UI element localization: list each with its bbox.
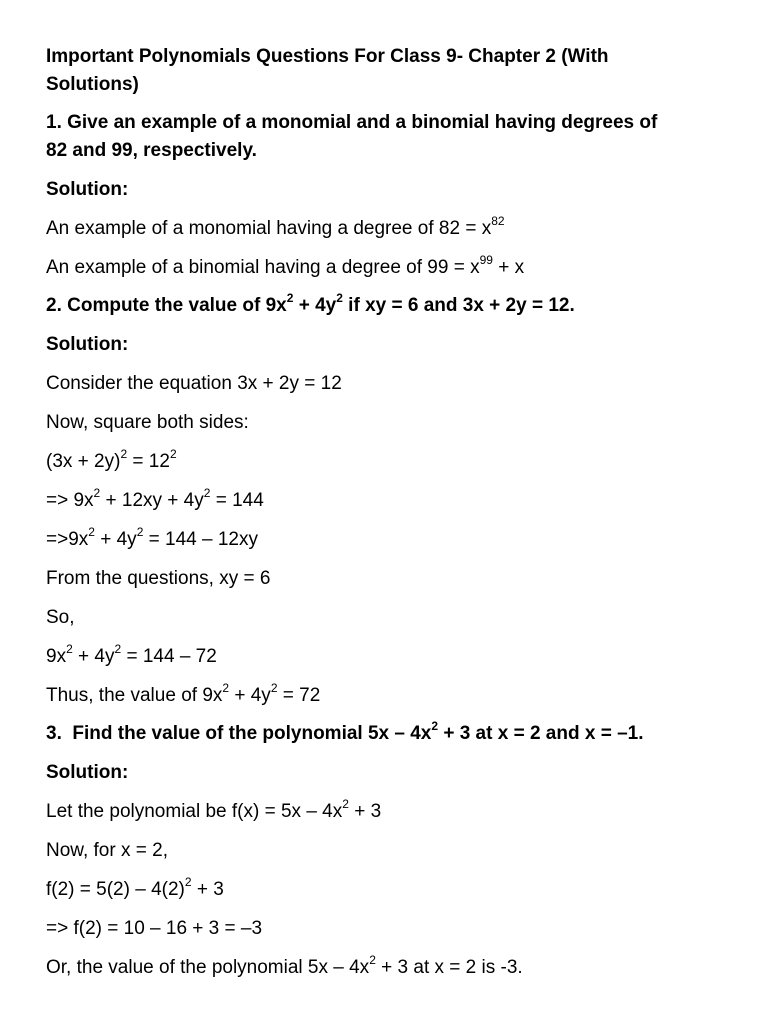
text-part: = 144 – 72 (121, 646, 217, 667)
exponent: 2 (120, 446, 128, 461)
text-part: + 3 at x = 2 is -3. (375, 957, 523, 978)
solution-3-step-5 (46, 954, 726, 982)
text-part: (3x + 2y) (46, 451, 121, 472)
solution-1-line-1-text: An example of a monomial having a degree of 82 = x (46, 218, 492, 239)
question-1 (46, 109, 726, 165)
text-part: Thus, the value of 9x (46, 685, 223, 706)
text-part: + 4y (94, 529, 137, 550)
text-part: Or, the value of the polynomial 5x – 4x (46, 957, 370, 978)
text-part: + 3 (191, 879, 224, 900)
solution-2-step-8 (46, 643, 726, 671)
text-part: =>9x (46, 529, 89, 550)
solution-2-step-9 (46, 682, 726, 710)
title-line-1: Important Polynomials Questions For Class 9- Chapter 2 (With (46, 46, 609, 67)
exponent: 2 (286, 290, 294, 305)
solution-2-label: Solution: (46, 334, 129, 355)
solution-1-label: Solution: (46, 179, 129, 200)
text-part: + 4y (229, 685, 271, 706)
document-page (46, 43, 726, 982)
solution-3-step-1 (46, 798, 726, 826)
solution-3-step-2: Now, for x = 2, (46, 840, 168, 861)
exponent: 2 (203, 485, 211, 500)
solution-1-line-1 (46, 215, 726, 243)
solution-2-step-5 (46, 526, 726, 554)
text-part: 2. Compute the value of 9x (46, 295, 287, 316)
text-part: + 12xy + 4y (100, 490, 204, 511)
exponent: 2 (66, 641, 73, 656)
solution-1-line-2-tail: + x (492, 257, 525, 278)
question-3 (46, 720, 726, 748)
question-1-line-1: 1. Give an example of a monomial and a binomial having degrees of (46, 112, 658, 133)
question-2 (46, 292, 726, 320)
exponent: 2 (114, 641, 122, 656)
exponent: 2 (222, 680, 230, 695)
exponent: 2 (93, 485, 101, 500)
document-title (46, 43, 726, 99)
text-part: + 4y (72, 646, 115, 667)
solution-1-line-2-text: An example of a binomial having a degree of 99 = x (46, 257, 480, 278)
solution-2-step-7: So, (46, 607, 75, 628)
solution-2-step-6: From the questions, xy = 6 (46, 568, 271, 589)
text-part: f(2) = 5(2) – 4(2) (46, 879, 185, 900)
exponent: 2 (88, 524, 95, 539)
exponent: 2 (369, 952, 376, 967)
solution-3-step-4: => f(2) = 10 – 16 + 3 = –3 (46, 918, 263, 939)
text-part: 9x (46, 646, 67, 667)
text-part: = 72 (277, 685, 321, 706)
solution-2-step-4 (46, 487, 726, 515)
question-1-line-2: 82 and 99, respectively. (46, 140, 257, 161)
text-part: => 9x (46, 490, 94, 511)
text-part: Let the polynomial be f(x) = 5x – 4x (46, 801, 343, 822)
text-part: + 3 (348, 801, 382, 822)
title-line-2: Solutions) (46, 74, 139, 95)
solution-2-step-3 (46, 448, 726, 476)
exponent: 82 (491, 213, 505, 228)
exponent: 2 (184, 874, 192, 889)
solution-3-label: Solution: (46, 762, 129, 783)
exponent: 2 (342, 796, 349, 811)
exponent: 2 (169, 446, 177, 461)
exponent: 2 (336, 290, 343, 305)
solution-1-line-2 (46, 254, 726, 282)
text-part: = 12 (127, 451, 170, 472)
exponent: 2 (136, 524, 144, 539)
solution-2-step-2: Now, square both sides: (46, 412, 249, 433)
exponent: 99 (479, 252, 493, 267)
solution-3-step-3 (46, 876, 726, 904)
text-part: if xy = 6 and 3x + 2y = 12. (342, 295, 575, 316)
text-part: + 4y (293, 295, 337, 316)
text-part: = 144 (210, 490, 264, 511)
exponent: 2 (431, 718, 439, 733)
text-part: + 3 at x = 2 and x = –1. (438, 723, 644, 744)
exponent: 2 (270, 680, 278, 695)
solution-2-step-1: Consider the equation 3x + 2y = 12 (46, 373, 342, 394)
text-part: = 144 – 12xy (143, 529, 258, 550)
text-part: 3. Find the value of the polynomial 5x – 4x (46, 723, 432, 744)
